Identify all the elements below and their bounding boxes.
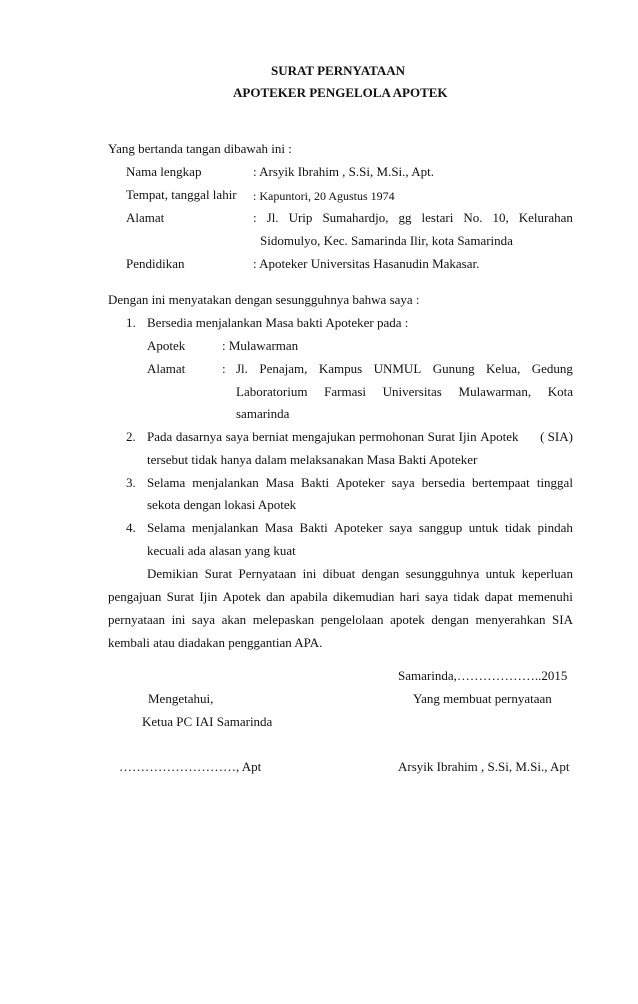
document-subtitle: APOTEKER PENGELOLA APOTEK <box>233 85 448 100</box>
closing-line-4: kembali atau diadakan penggantian APA. <box>108 635 323 650</box>
name-value: : Arsyik Ibrahim , S.Si, M.Si., Apt. <box>253 164 434 179</box>
acknowledger-title: Ketua PC IAI Samarinda <box>142 714 273 729</box>
item-3-line-1: Selama menjalankan Masa Bakti Apoteker saya bersedia bertempaat tinggal <box>147 475 573 490</box>
birth-label: Tempat, tanggal lahir <box>126 187 237 202</box>
acknowledged-label: Mengetahui, <box>148 691 214 706</box>
item-4-number: 4. <box>126 520 136 535</box>
apotek-value: : Mulawarman <box>222 338 299 353</box>
item-3-line-2: sekota dengan lokasi Apotek <box>147 497 297 512</box>
document-title: SURAT PERNYATAAN <box>271 63 405 78</box>
declarant-label: Yang membuat pernyataan <box>413 691 552 706</box>
apotek-label: Apotek <box>147 338 186 353</box>
apotek-address-line-1: Jl. Penajam, Kampus UNMUL Gunung Kelua, Gedung <box>236 361 573 376</box>
item-2-line-2: tersebut tidak hanya dalam melaksanakan Masa Bakti Apoteker <box>147 452 478 467</box>
address-line-2: Sidomulyo, Kec. Samarinda Ilir, kota Samarinda <box>260 233 513 248</box>
apotek-address-line-2: Laboratorium Farmasi Universitas Mulawarman, Kota <box>236 384 573 399</box>
closing-line-3: pernyataan ini saya akan melepaskan pengelolaan apotek dengan menyerahkan SIA <box>108 612 573 627</box>
item-4-line-1: Selama menjalankan Masa Bakti Apoteker saya sanggup untuk tidak pindah <box>147 520 573 535</box>
closing-line-2: pengajuan Surat Ijin Apotek dan apabila dikemudian hari saya tidak dapat memenuhi <box>108 589 573 604</box>
item-1-text: Bersedia menjalankan Masa bakti Apoteker pada : <box>147 315 409 330</box>
intro-text: Yang bertanda tangan dibawah ini : <box>108 141 292 156</box>
closing-line-1: Demikian Surat Pernyataan ini dibuat dengan sesungguhnya untuk keperluan <box>147 566 573 581</box>
apotek-address-colon: : <box>222 361 226 376</box>
item-4-line-2: kecuali ada alasan yang kuat <box>147 543 296 558</box>
address-label: Alamat <box>126 210 165 225</box>
item-3-number: 3. <box>126 475 136 490</box>
acknowledger-name: ………………………, Apt <box>119 759 262 774</box>
item-1-number: 1. <box>126 315 136 330</box>
education-label: Pendidikan <box>126 256 185 271</box>
apotek-address-line-3: samarinda <box>236 406 290 421</box>
declarant-name: Arsyik Ibrahim , S.Si, M.Si., Apt <box>398 759 570 774</box>
statement-intro: Dengan ini menyatakan dengan sesungguhnya bahwa saya : <box>108 292 420 307</box>
name-label: Nama lengkap <box>126 164 202 179</box>
education-value: : Apoteker Universitas Hasanudin Makasar. <box>253 256 480 271</box>
place-date: Samarinda,………………..2015 <box>398 668 568 683</box>
apotek-address-label: Alamat <box>147 361 186 376</box>
birth-value: : Kapuntori, 20 Agustus 1974 <box>253 189 395 203</box>
address-line-1: : Jl. Urip Sumahardjo, gg lestari No. 10, Kelurahan <box>253 210 573 225</box>
item-2-number: 2. <box>126 429 136 444</box>
item-2-line-1: Pada dasarnya saya berniat mengajukan permohonan Surat Ijin Apotek ( SIA) <box>147 429 573 444</box>
